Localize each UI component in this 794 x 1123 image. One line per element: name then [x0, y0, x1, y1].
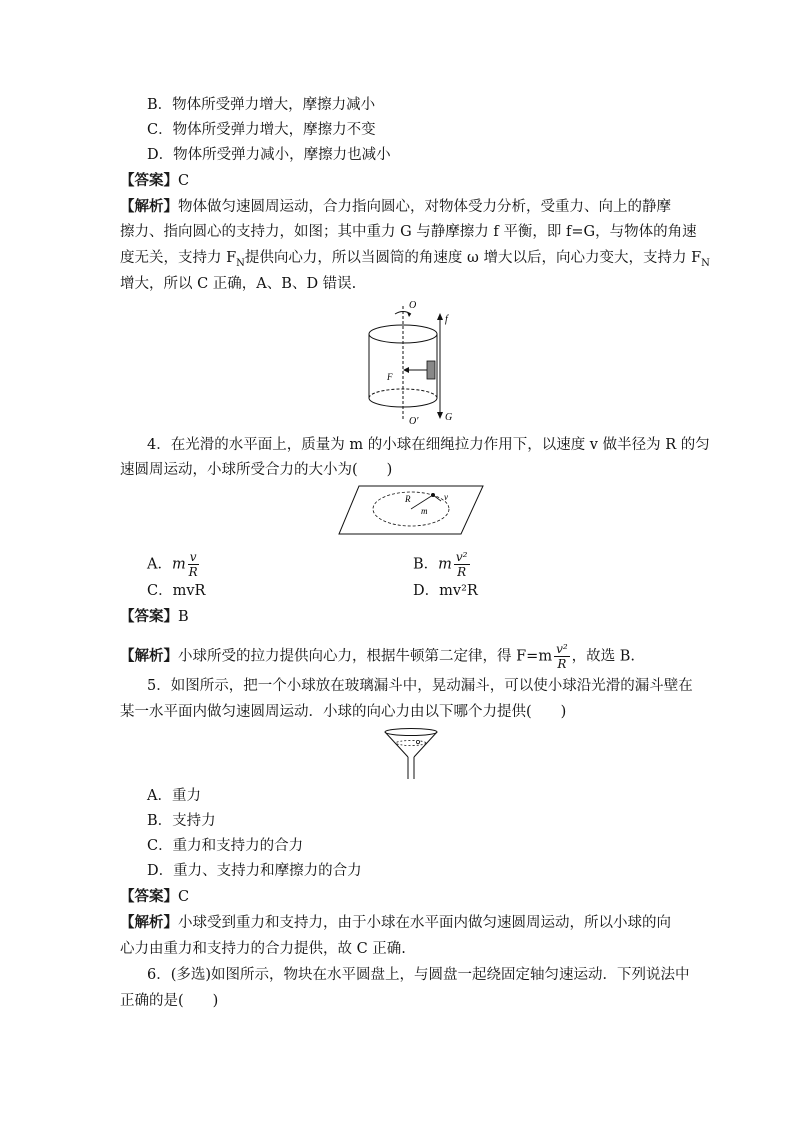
fn-arrowhead: [403, 367, 409, 373]
q5-stem-line-2: 某一水平面内做匀速圆周运动．小球的向心力由以下哪个力提供( ): [120, 704, 567, 720]
answer-value: C: [178, 173, 190, 189]
q4-stem-line-1: 4．在光滑的水平面上，质量为 m 的小球在细绳拉力作用下，以速度 v 做半径为 R 的匀: [147, 437, 710, 453]
q3-analysis-line-4: 增大，所以 C 正确，A、B、D 错误.: [120, 276, 357, 292]
label-m: m: [421, 506, 428, 516]
q6-stem-line-1: 6．(多选)如图所示，物块在水平圆盘上，与圆盘一起绕固定轴匀速运动．下列说法中: [147, 967, 690, 983]
denominator: R: [557, 657, 567, 671]
numerator: v²: [556, 642, 568, 656]
q5-option-a: A．重力: [147, 788, 201, 804]
numerator: v²: [455, 550, 468, 564]
q5-analysis-line-1: [120, 913, 671, 933]
q4-option-b: [413, 550, 472, 579]
label-fn: F: [387, 372, 393, 382]
f-arrowhead: [437, 313, 443, 320]
option-m: m: [171, 556, 186, 573]
q3-option-b: B．物体所受弹力增大，摩擦力减小: [147, 97, 376, 113]
fraction: [188, 550, 199, 579]
label-o2: O′: [409, 416, 419, 426]
label-v: v: [444, 492, 448, 502]
analysis-text: ，故选 B.: [571, 648, 636, 665]
q5-option-c: C．重力和支持力的合力: [147, 838, 304, 854]
option-m: m: [438, 556, 452, 573]
funnel-rim: [385, 729, 437, 736]
plane: [339, 486, 483, 534]
analysis-text: 提供向心力，所以当圆筒的角速度 ω 增大以后，向心力变大，支持力 F: [244, 250, 702, 266]
subscript-n: N: [701, 257, 710, 269]
label-f: f: [445, 314, 448, 325]
q4-option-d: D．mv²R: [413, 583, 478, 599]
q3-analysis-line-3: [120, 248, 710, 274]
ball: [416, 740, 419, 743]
q4-answer: [120, 607, 189, 627]
label-g: G: [445, 412, 453, 423]
answer-tag: 【答案】: [120, 172, 178, 189]
option-prefix: B．: [413, 556, 439, 573]
cylinder-figure: [365, 298, 465, 426]
analysis-tag: 【解析】: [120, 914, 178, 931]
denominator: R: [457, 565, 467, 579]
q3-analysis-line-2: 擦力、指向圆心的支持力，如图；其中重力 G 与静摩擦力 f 平衡，即 f=G，与物体的角速: [120, 224, 697, 240]
plane-figure: [337, 484, 485, 536]
fraction: [454, 550, 470, 579]
option-prefix: A．: [147, 556, 172, 573]
answer-value: B: [178, 609, 189, 625]
q5-answer: [120, 887, 189, 907]
analysis-text: 小球所受的拉力提供向心力，根据牛顿第二定律，得 F=m: [178, 648, 553, 665]
numerator: v: [189, 550, 197, 564]
q6-stem-line-2: 正确的是( ): [120, 993, 219, 1009]
q4-option-a: [147, 550, 201, 579]
block: [427, 361, 435, 379]
q4-stem-line-2: 速圆周运动，小球所受合力的大小为( ): [120, 462, 393, 478]
q5-option-b: B．支持力: [147, 813, 216, 829]
g-arrowhead: [437, 412, 443, 419]
analysis-tag: 【解析】: [120, 198, 178, 215]
analysis-tag: 【解析】: [120, 647, 178, 665]
answer-tag: 【答案】: [120, 608, 178, 625]
q3-option-d: D．物体所受弹力减小，摩擦力也减小: [147, 147, 391, 163]
q3-answer: [120, 171, 189, 191]
answer-tag: 【答案】: [120, 888, 178, 905]
analysis-text: 小球受到重力和支持力，由于小球在水平面内做匀速圆周运动，所以小球的向: [178, 915, 671, 931]
analysis-text: 度无关，支持力 F: [120, 250, 237, 266]
analysis-text: 物体做匀速圆周运动，合力指向圆心，对物体受力分析，受重力、向上的静摩: [178, 199, 671, 215]
label-o: O: [409, 300, 417, 311]
denominator: R: [188, 565, 198, 579]
answer-value: C: [178, 889, 190, 905]
label-r: R: [405, 494, 411, 504]
q3-option-c: C．物体所受弹力增大，摩擦力不变: [147, 122, 376, 138]
q4-option-c: C．mvR: [147, 583, 206, 599]
q5-analysis-line-2: 心力由重力和支持力的合力提供，故 C 正确.: [120, 941, 406, 957]
funnel-figure: [382, 727, 440, 781]
q5-option-d: D．重力、支持力和摩擦力的合力: [147, 863, 362, 879]
q5-stem-line-1: 5．如图所示，把一个小球放在玻璃漏斗中，晃动漏斗，可以使小球沿光滑的漏斗壁在: [147, 678, 693, 694]
ball-path: [396, 741, 426, 746]
subscript-n: N: [236, 257, 245, 269]
fraction: [554, 642, 570, 671]
q3-analysis-line-1: [120, 197, 671, 217]
velocity-arrow: [433, 495, 441, 501]
q4-analysis: [120, 642, 635, 671]
